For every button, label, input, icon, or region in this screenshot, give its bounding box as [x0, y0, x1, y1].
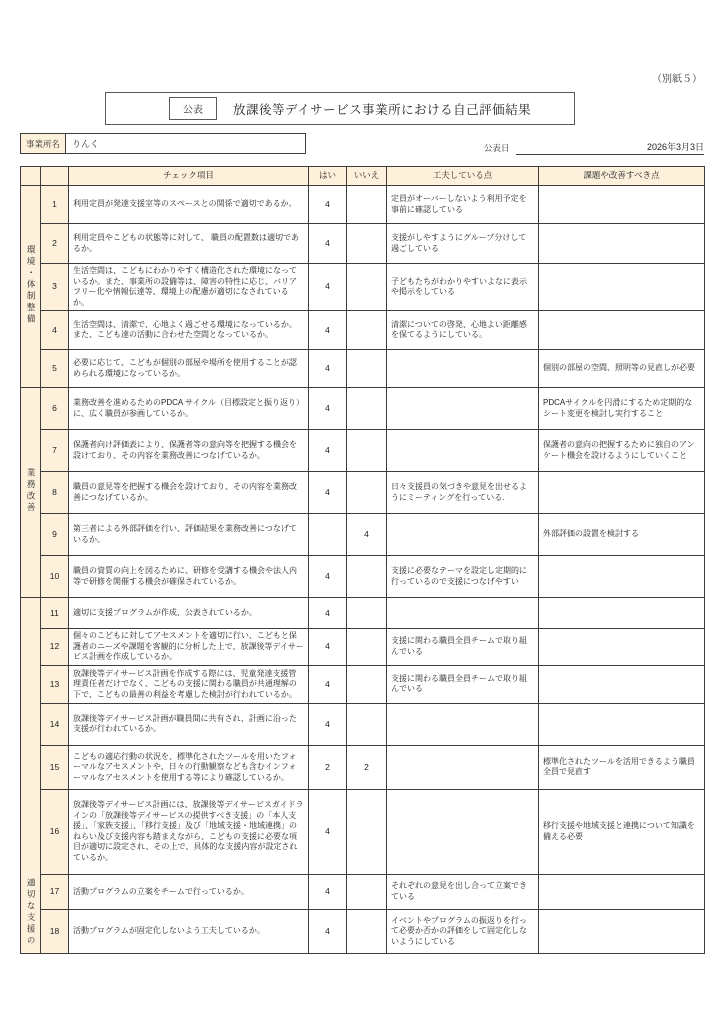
table-header-row	[21, 167, 705, 186]
devised-point-text	[387, 789, 539, 874]
table-row	[21, 703, 705, 745]
no-count	[347, 311, 387, 350]
check-item-text: 必要に応じて、こどもが個別の部屋や場所を使用することが認められる環境になっているか。	[69, 350, 309, 388]
check-item-text: 第三者による外部評価を行い、評価結果を業務改善につなげているか。	[69, 514, 309, 556]
row-number: 12	[41, 629, 69, 666]
issue-point-text	[539, 703, 705, 745]
no-count: 2	[347, 745, 387, 789]
yes-count: 4	[309, 703, 347, 745]
issue-point-text	[539, 665, 705, 703]
yes-count: 4	[309, 311, 347, 350]
header-no: いいえ	[347, 167, 387, 186]
devised-point-text: それぞれの意見を出し合って立案できている	[387, 874, 539, 909]
publish-date-value: 2026年3月3日	[516, 140, 704, 155]
table-row	[21, 665, 705, 703]
issue-point-text: 外部評価の設置を検討する	[539, 514, 705, 556]
table-row	[21, 789, 705, 874]
row-number: 9	[41, 514, 69, 556]
yes-count: 4	[309, 556, 347, 598]
table-row	[21, 388, 705, 430]
check-item-text: 活動プログラムが固定化しないよう工夫しているか。	[69, 909, 309, 953]
table-row	[21, 874, 705, 909]
yes-count: 4	[309, 430, 347, 472]
devised-point-text	[387, 350, 539, 388]
self-evaluation-table	[20, 166, 705, 954]
check-item-text: 職員の意見等を把握する機会を設けており、その内容を業務改善につなげているか。	[69, 472, 309, 514]
yes-count: 4	[309, 472, 347, 514]
no-count	[347, 388, 387, 430]
check-item-text: 保護者向け評価表により、保護者等の意向等を把握する機会を設けており、その内容を業務改善につなげているか。	[69, 430, 309, 472]
yes-count: 4	[309, 909, 347, 953]
row-number: 10	[41, 556, 69, 598]
check-item-text: 利用定員が発達支援室等のスペースとの関係で適切であるか。	[69, 186, 309, 224]
attachment-note: （別紙５）	[652, 74, 702, 85]
table-row	[21, 224, 705, 264]
issue-point-text: 保護者の意向の把握するために独自のアンケート機会を設けるようにしていくこと	[539, 430, 705, 472]
no-count	[347, 909, 387, 953]
issue-point-text	[539, 472, 705, 514]
devised-point-text	[387, 598, 539, 629]
no-count	[347, 703, 387, 745]
devised-point-text	[387, 514, 539, 556]
yes-count: 4	[309, 350, 347, 388]
table-row	[21, 629, 705, 666]
office-name-row	[20, 133, 306, 154]
no-count	[347, 874, 387, 909]
check-item-text: 生活空間は、こどもにわかりやすく構造化された環境になっているか。また、事業所の設備等は、障害の特性に応じ、バリアフリー化や情報伝達等、環境上の配慮が適切になされているか。	[69, 264, 309, 311]
no-count	[347, 556, 387, 598]
check-item-text: 放課後等デイサービス計画には、放課後等デイサービスガイドラインの「放課後等デイサービスの提供すべき支援」の「本人支援」、「家族支援」、「移行支援」及び「地域支援・地域連携」のねらい及び支援内容も踏まえながら、こどもの支援に必要な項目が適切に設定され、その上で、具体的な支援内容が設定されているか。	[69, 789, 309, 874]
yes-count: 4	[309, 186, 347, 224]
check-item-text: 職員の資質の向上を図るために、研修を受講する機会や法人内等で研修を開催する機会が確保されているか。	[69, 556, 309, 598]
check-item-text: 業務改善を進めるためのPDCA サイクル（目標設定と振り返り）に、広く職員が参画しているか。	[69, 388, 309, 430]
no-count	[347, 789, 387, 874]
check-item-text: 個々のこどもに対してアセスメントを適切に行い、こどもと保護者のニーズや課題を客観的に分析した上で、放課後等デイサービス計画を作成しているか。	[69, 629, 309, 666]
no-count	[347, 665, 387, 703]
page-title: 放課後等デイサービス事業所における自己評価結果	[233, 102, 532, 117]
devised-point-text	[387, 388, 539, 430]
check-item-text: 放課後等デイサービス計画を作成する際には、児童発達支援管理責任者だけでなく、こどもの支援に関わる職員が共通理解の下で、こどもの最善の利益を考慮した検討が行われているか。	[69, 665, 309, 703]
row-number: 3	[41, 264, 69, 311]
devised-point-text	[387, 745, 539, 789]
devised-point-text: イベントやプログラムの振返りを行って必要か否かの評価をして固定化しないようにしている	[387, 909, 539, 953]
no-count	[347, 430, 387, 472]
yes-count: 4	[309, 665, 347, 703]
row-number: 15	[41, 745, 69, 789]
table-row	[21, 909, 705, 953]
row-number: 8	[41, 472, 69, 514]
issue-point-text: 移行支援や地域支援と連携について知識を備える必要	[539, 789, 705, 874]
table-row	[21, 745, 705, 789]
publication-badge: 公表	[169, 97, 217, 120]
table-row	[21, 311, 705, 350]
row-number: 17	[41, 874, 69, 909]
devised-point-text: 支援がしやすようにグループ分けして過ごしている	[387, 224, 539, 264]
yes-count: 4	[309, 224, 347, 264]
check-item-text: 放課後等デイサービス計画が職員間に共有され、計画に沿った支援が行われているか。	[69, 703, 309, 745]
issue-point-text	[539, 264, 705, 311]
row-number: 2	[41, 224, 69, 264]
check-item-text: こどもの適応行動の状況を、標準化されたツールを用いたフォーマルなアセスメントや、日々の行動観察なども含むインフォーマルなアセスメントを使用する等により確認しているか。	[69, 745, 309, 789]
issue-point-text: 標準化されたツールを活用できるよう職員全員で見直す	[539, 745, 705, 789]
yes-count: 2	[309, 745, 347, 789]
header-yes: はい	[309, 167, 347, 186]
category-label: 適切な支援の	[21, 598, 41, 954]
issue-point-text	[539, 598, 705, 629]
row-number: 13	[41, 665, 69, 703]
no-count	[347, 350, 387, 388]
check-item-text: 適切に支援プログラムが作成、公表されているか。	[69, 598, 309, 629]
no-count	[347, 186, 387, 224]
table-row	[21, 186, 705, 224]
row-number: 1	[41, 186, 69, 224]
yes-count: 4	[309, 264, 347, 311]
devised-point-text	[387, 430, 539, 472]
devised-point-text: 支援に必要なテーマを設定し定期的に行っているので支援につなげやすい	[387, 556, 539, 598]
devised-point-text: 日々支援員の気づきや意見を出せるようにミーティングを行っている.	[387, 472, 539, 514]
table-row	[21, 598, 705, 629]
no-count: 4	[347, 514, 387, 556]
no-count	[347, 224, 387, 264]
publish-date-row	[484, 139, 704, 155]
row-number: 14	[41, 703, 69, 745]
category-label: 環境・体制整備	[21, 186, 41, 388]
devised-point-text: 定員がオーバーしないよう利用予定を事前に確認している	[387, 186, 539, 224]
header-issues: 課題や改善すべき点	[539, 167, 705, 186]
issue-point-text: PDCAサイクルを円滑にするため定期的なシート変更を検討し実行すること	[539, 388, 705, 430]
table-row	[21, 514, 705, 556]
check-item-text: 生活空間は、清潔で、心地よく過ごせる環境になっているか。また、こども達の活動に合わせた空間となっているか。	[69, 311, 309, 350]
no-count	[347, 629, 387, 666]
issue-point-text: 個別の部屋の空間、照明等の見直しが必要	[539, 350, 705, 388]
issue-point-text	[539, 186, 705, 224]
header-number-blank	[41, 167, 69, 186]
row-number: 7	[41, 430, 69, 472]
evaluation-table-body	[21, 186, 705, 954]
table-row	[21, 430, 705, 472]
row-number: 11	[41, 598, 69, 629]
issue-point-text	[539, 311, 705, 350]
devised-point-text: 清潔についての啓発、心地よい距離感を保てるようにしている。	[387, 311, 539, 350]
row-number: 5	[41, 350, 69, 388]
office-name-value: りんく	[66, 133, 306, 154]
title-box	[105, 92, 575, 125]
yes-count: 4	[309, 874, 347, 909]
no-count	[347, 472, 387, 514]
row-number: 16	[41, 789, 69, 874]
header-category-blank	[21, 167, 41, 186]
check-item-text: 利用定員やこどもの状態等に対して、 職員の配置数は適切であるか。	[69, 224, 309, 264]
yes-count: 4	[309, 789, 347, 874]
header-check-item: チェック項目	[69, 167, 309, 186]
yes-count: 4	[309, 388, 347, 430]
header-devised-points: 工夫している点	[387, 167, 539, 186]
row-number: 18	[41, 909, 69, 953]
table-row	[21, 350, 705, 388]
issue-point-text	[539, 224, 705, 264]
yes-count: 4	[309, 629, 347, 666]
yes-count	[309, 514, 347, 556]
devised-point-text	[387, 703, 539, 745]
issue-point-text	[539, 629, 705, 666]
row-number: 6	[41, 388, 69, 430]
issue-point-text	[539, 909, 705, 953]
no-count	[347, 598, 387, 629]
devised-point-text: 支援に関わる職員全員チームで取り組んでいる	[387, 665, 539, 703]
row-number: 4	[41, 311, 69, 350]
category-label: 業務改善	[21, 388, 41, 598]
no-count	[347, 264, 387, 311]
publish-date-label: 公表日	[484, 143, 510, 153]
table-row	[21, 264, 705, 311]
office-name-label: 事業所名	[20, 133, 66, 154]
table-row	[21, 556, 705, 598]
issue-point-text	[539, 874, 705, 909]
yes-count: 4	[309, 598, 347, 629]
devised-point-text: 支援に関わる職員全員チームで取り組んでいる	[387, 629, 539, 666]
devised-point-text: 子どもたちがわかりやすいよなに表示や掲示をしている	[387, 264, 539, 311]
table-row	[21, 472, 705, 514]
issue-point-text	[539, 556, 705, 598]
check-item-text: 活動プログラムの立案をチームで行っているか。	[69, 874, 309, 909]
